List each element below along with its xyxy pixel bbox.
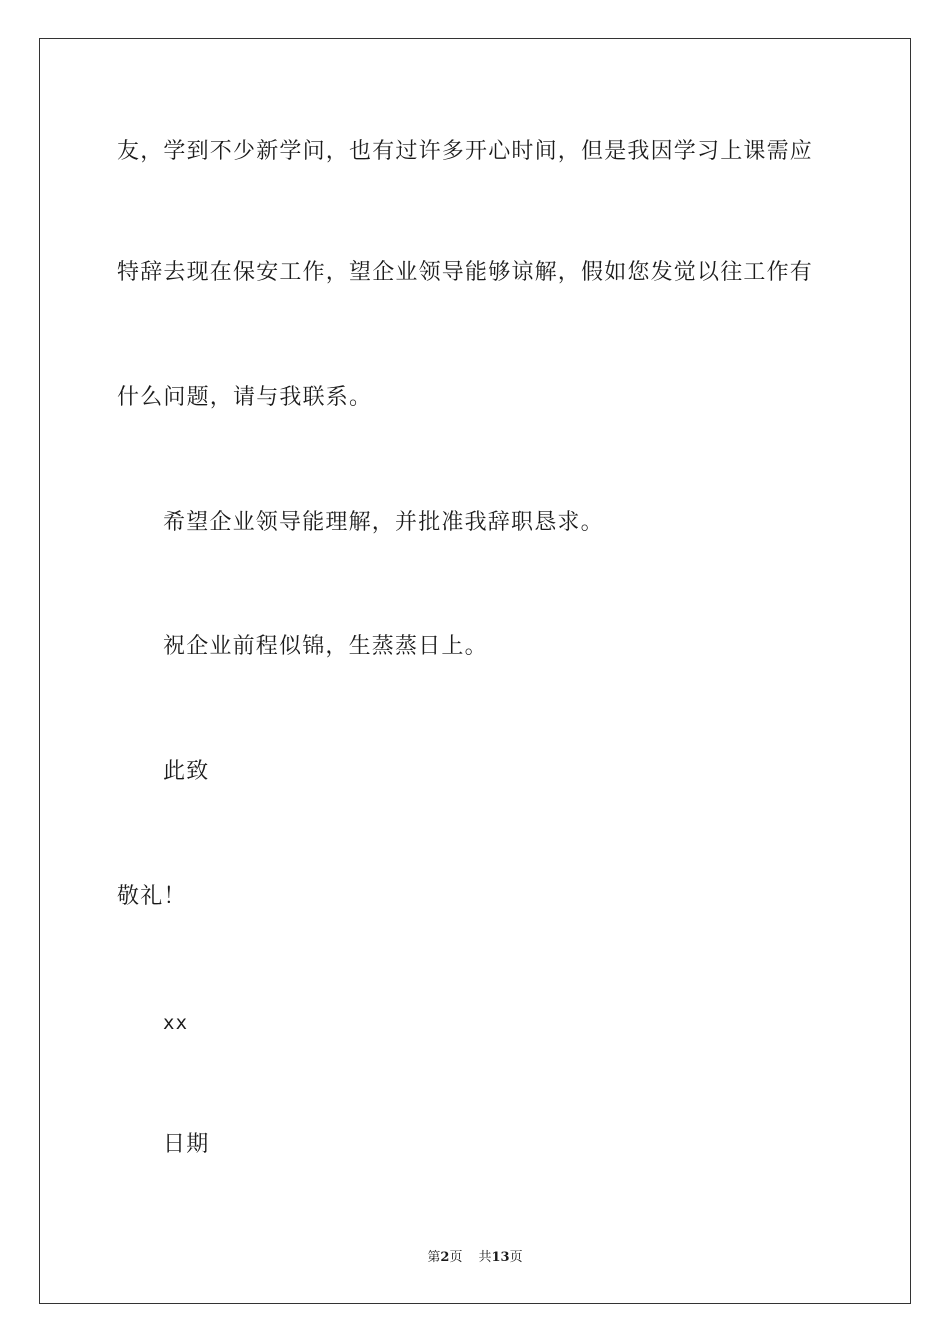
paragraph-wishes: 祝企业前程似锦，生蒸蒸日上。 bbox=[163, 634, 488, 659]
footer-total-suffix: 页 bbox=[509, 1250, 523, 1265]
closing-regards: 敬礼！ bbox=[117, 884, 187, 909]
footer-page-prefix: 第 bbox=[427, 1250, 441, 1265]
body-line-1: 友，学到不少新学问，也有过许多开心时间，但是我因学习上课需应 bbox=[117, 139, 814, 164]
body-line-2: 特辞去现在保安工作，望企业领导能够谅解，假如您发觉以往工作有 bbox=[117, 260, 814, 285]
body-line-3: 什么问题，请与我联系。 bbox=[117, 385, 373, 410]
signature-name: xx bbox=[163, 1012, 189, 1034]
footer-page-suffix: 页 bbox=[449, 1250, 463, 1265]
closing-salutation: 此致 bbox=[163, 759, 210, 784]
paragraph-request: 希望企业领导能理解，并批准我辞职恳求。 bbox=[163, 510, 604, 535]
page-border bbox=[39, 38, 911, 1304]
footer-total-prefix: 共 bbox=[478, 1250, 492, 1265]
signature-date: 日期 bbox=[163, 1132, 210, 1157]
footer-page-number: 2 bbox=[440, 1250, 450, 1265]
footer-total-pages: 13 bbox=[491, 1250, 510, 1265]
page-footer bbox=[0, 1246, 950, 1265]
